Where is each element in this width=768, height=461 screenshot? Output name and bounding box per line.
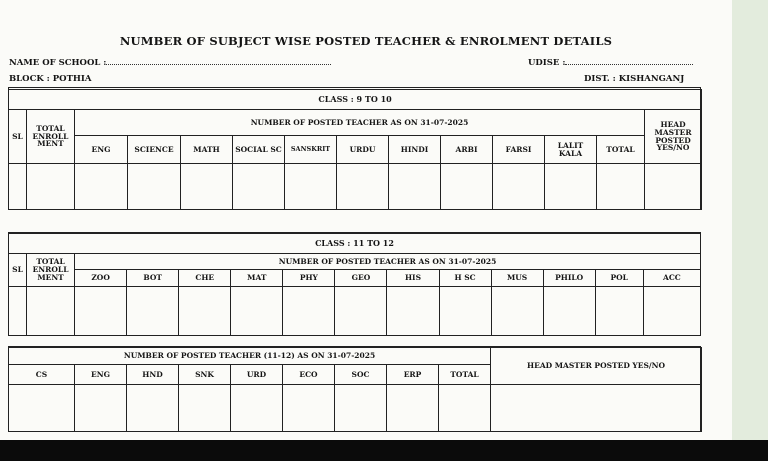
entry-cell[interactable] [9,385,75,432]
subject-header-che: CHE [179,270,231,287]
entry-cell[interactable] [127,287,179,336]
posted-teacher-heading: NUMBER OF POSTED TEACHER AS ON 31-07-2025 [75,110,645,136]
subject-header-urdu: URDU [337,136,389,164]
entry-cell[interactable] [335,385,387,432]
udise-line [528,56,693,68]
entry-cell[interactable] [645,164,702,210]
total-enrollment-header: TOTAL ENROLL MENT [27,254,75,287]
subject-header-sanskrit: SANSKRIT [285,136,337,164]
udise-blank[interactable] [565,56,693,65]
class-11-12-table [8,233,701,336]
posted-teacher-heading: NUMBER OF POSTED TEACHER AS ON 31-07-2025 [75,254,701,270]
entry-cell[interactable] [285,164,337,210]
entry-cell[interactable] [75,287,127,336]
entry-cell[interactable] [387,385,439,432]
subject-header-erp: ERP [387,365,439,385]
subject-header-eng: ENG [75,136,128,164]
entry-cell[interactable] [439,287,491,336]
subject-header-bot: BOT [127,270,179,287]
entry-cell[interactable] [9,164,27,210]
entry-cell[interactable] [179,385,231,432]
entry-cell[interactable] [545,164,597,210]
school-name-label: NAME OF SCHOOL : [9,58,107,68]
school-name-line [9,56,331,68]
entry-cell[interactable] [439,385,491,432]
entry-cell[interactable] [387,287,439,336]
subject-header-h-sc: H SC [439,270,491,287]
subject-header-social-sc: SOCIAL SC [233,136,285,164]
subject-header-eco: ECO [283,365,335,385]
subject-header-snk: SNK [179,365,231,385]
entry-cell[interactable] [283,287,335,336]
entry-cell[interactable] [335,287,387,336]
subject-header-hindi: HINDI [389,136,441,164]
subject-header-geo: GEO [335,270,387,287]
entry-cell[interactable] [595,287,643,336]
subject-header-farsi: FARSI [493,136,545,164]
subject-header-total: TOTAL [597,136,645,164]
district-label: DIST. : KISHANGANJ [584,74,685,84]
total-enrollment-header: TOTAL ENROLL MENT [27,110,75,164]
posted-teacher-11-12-heading: NUMBER OF POSTED TEACHER (11-12) AS ON 31-07-2025 [9,348,491,365]
subject-header-hnd: HND [127,365,179,385]
entry-cell[interactable] [231,287,283,336]
subject-header-zoo: ZOO [75,270,127,287]
right-margin-strip [732,0,768,440]
entry-cell[interactable] [337,164,389,210]
subject-header-arbi: ARBI [441,136,493,164]
entry-cell[interactable] [127,385,179,432]
entry-cell[interactable] [75,385,127,432]
subject-header-philo: PHILO [543,270,595,287]
subject-header-total: TOTAL [439,365,491,385]
subject-header-acc: ACC [643,270,700,287]
entry-cell[interactable] [75,164,128,210]
udise-label: UDISE : [528,58,566,68]
subject-header-his: HIS [387,270,439,287]
entry-cell[interactable] [181,164,233,210]
class-11-12-title: CLASS : 11 TO 12 [9,234,701,254]
document-title: NUMBER OF SUBJECT WISE POSTED TEACHER & ENROLMENT DETAILS [119,34,613,48]
subject-header-mat: MAT [231,270,283,287]
subject-header-urd: URD [231,365,283,385]
bottom-black-bar [0,440,768,461]
head-master-header: HEAD MASTER POSTED YES/NO [491,348,702,385]
subject-header-mus: MUS [491,270,543,287]
entry-cell[interactable] [179,287,231,336]
subject-header-cs: CS [9,365,75,385]
subject-header-math: MATH [181,136,233,164]
entry-cell[interactable] [597,164,645,210]
subject-header-eng: ENG [75,365,127,385]
entry-cell[interactable] [128,164,181,210]
head-master-header: HEAD MASTER POSTED YES/NO [645,110,702,164]
sl-header: SL [9,110,27,164]
entry-cell[interactable] [27,164,75,210]
school-name-blank[interactable] [106,56,331,65]
subject-header-science: SCIENCE [128,136,181,164]
entry-cell[interactable] [491,385,702,432]
class-9-10-title: CLASS : 9 TO 10 [9,90,702,110]
subject-header-lalit-kala: LALIT KALA [545,136,597,164]
class-11-12-extra-table [8,347,702,432]
entry-cell[interactable] [283,385,335,432]
entry-cell[interactable] [9,287,27,336]
entry-cell[interactable] [441,164,493,210]
entry-cell[interactable] [27,287,75,336]
entry-cell[interactable] [543,287,595,336]
subject-header-soc: SOC [335,365,387,385]
subject-header-phy: PHY [283,270,335,287]
entry-cell[interactable] [389,164,441,210]
entry-cell[interactable] [643,287,700,336]
entry-cell[interactable] [233,164,285,210]
entry-cell[interactable] [493,164,545,210]
sl-header: SL [9,254,27,287]
block-label: BLOCK : POTHIA [9,74,92,84]
class-9-10-table [8,89,702,210]
entry-cell[interactable] [491,287,543,336]
subject-header-pol: POL [595,270,643,287]
entry-cell[interactable] [231,385,283,432]
